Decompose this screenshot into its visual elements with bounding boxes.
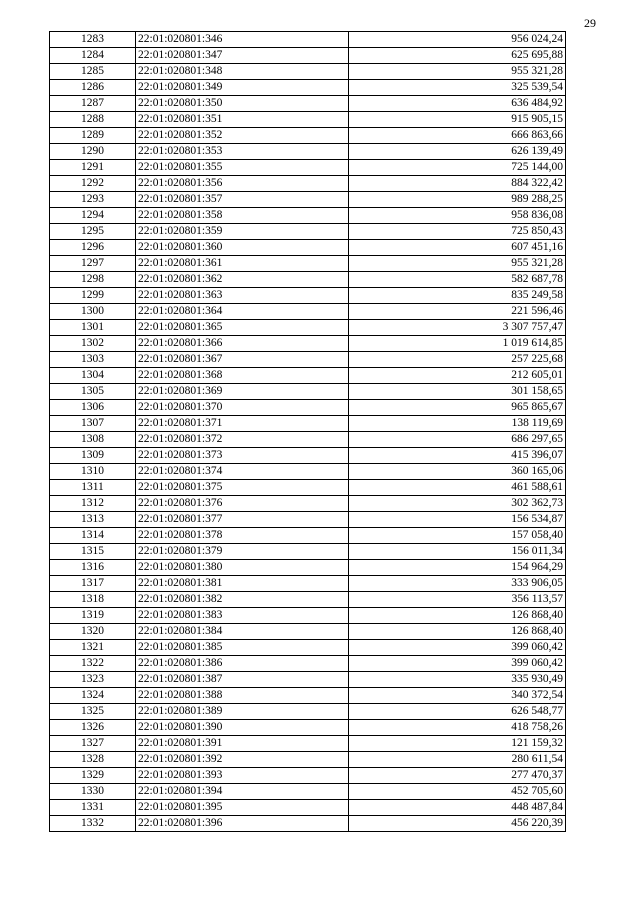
cadastral-value-cell: 626 548,77 [349, 704, 566, 720]
page-number: 29 [584, 16, 596, 30]
row-number-cell: 1304 [50, 368, 136, 384]
row-number-cell: 1283 [50, 32, 136, 48]
cadastral-value-cell: 325 539,54 [349, 80, 566, 96]
row-number-cell: 1302 [50, 336, 136, 352]
cadastral-value-cell: 335 930,49 [349, 672, 566, 688]
cadastral-value-cell: 157 058,40 [349, 528, 566, 544]
table-row [50, 192, 566, 208]
cadastral-number-cell: 22:01:020801:376 [136, 496, 349, 512]
row-number-cell: 1327 [50, 736, 136, 752]
row-number-cell: 1325 [50, 704, 136, 720]
row-number-cell: 1307 [50, 416, 136, 432]
cadastral-number-cell: 22:01:020801:349 [136, 80, 349, 96]
row-number-cell: 1288 [50, 112, 136, 128]
cadastral-value-cell: 686 297,65 [349, 432, 566, 448]
cadastral-number-cell: 22:01:020801:358 [136, 208, 349, 224]
cadastral-number-cell: 22:01:020801:388 [136, 688, 349, 704]
row-number-cell: 1311 [50, 480, 136, 496]
cadastral-number-cell: 22:01:020801:381 [136, 576, 349, 592]
row-number-cell: 1324 [50, 688, 136, 704]
row-number-cell: 1321 [50, 640, 136, 656]
table-row [50, 64, 566, 80]
cadastral-number-cell: 22:01:020801:384 [136, 624, 349, 640]
cadastral-value-cell: 340 372,54 [349, 688, 566, 704]
cadastral-value-cell: 415 396,07 [349, 448, 566, 464]
row-number-cell: 1319 [50, 608, 136, 624]
cadastral-value-cell: 636 484,92 [349, 96, 566, 112]
row-number-cell: 1330 [50, 784, 136, 800]
table-row [50, 480, 566, 496]
cadastral-number-cell: 22:01:020801:379 [136, 544, 349, 560]
row-number-cell: 1326 [50, 720, 136, 736]
cadastral-value-cell: 356 113,57 [349, 592, 566, 608]
row-number-cell: 1312 [50, 496, 136, 512]
cadastral-number-cell: 22:01:020801:369 [136, 384, 349, 400]
cadastral-number-cell: 22:01:020801:395 [136, 800, 349, 816]
cadastral-number-cell: 22:01:020801:365 [136, 320, 349, 336]
cadastral-number-cell: 22:01:020801:394 [136, 784, 349, 800]
cadastral-value-cell: 461 588,61 [349, 480, 566, 496]
cadastral-number-cell: 22:01:020801:370 [136, 400, 349, 416]
cadastral-value-cell: 725 144,00 [349, 160, 566, 176]
cadastral-value-cell: 835 249,58 [349, 288, 566, 304]
cadastral-number-cell: 22:01:020801:347 [136, 48, 349, 64]
cadastral-value-cell: 666 863,66 [349, 128, 566, 144]
table-row [50, 320, 566, 336]
table-row [50, 48, 566, 64]
cadastral-value-cell: 154 964,29 [349, 560, 566, 576]
cadastral-number-cell: 22:01:020801:356 [136, 176, 349, 192]
row-number-cell: 1318 [50, 592, 136, 608]
table-row [50, 256, 566, 272]
cadastral-value-cell: 302 362,73 [349, 496, 566, 512]
cadastral-number-cell: 22:01:020801:371 [136, 416, 349, 432]
cadastral-number-cell: 22:01:020801:374 [136, 464, 349, 480]
table-row [50, 560, 566, 576]
cadastral-number-cell: 22:01:020801:372 [136, 432, 349, 448]
cadastral-number-cell: 22:01:020801:367 [136, 352, 349, 368]
table-row [50, 400, 566, 416]
table-row [50, 608, 566, 624]
cadastral-value-cell: 956 024,24 [349, 32, 566, 48]
table-row [50, 144, 566, 160]
table-row [50, 464, 566, 480]
table-row [50, 656, 566, 672]
row-number-cell: 1294 [50, 208, 136, 224]
cadastral-number-cell: 22:01:020801:360 [136, 240, 349, 256]
table-row [50, 544, 566, 560]
table-row [50, 240, 566, 256]
cadastral-value-cell: 360 165,06 [349, 464, 566, 480]
table-row [50, 80, 566, 96]
cadastral-value-cell: 156 011,34 [349, 544, 566, 560]
cadastral-value-cell: 418 758,26 [349, 720, 566, 736]
cadastral-number-cell: 22:01:020801:383 [136, 608, 349, 624]
cadastral-value-cell: 138 119,69 [349, 416, 566, 432]
cadastral-number-cell: 22:01:020801:393 [136, 768, 349, 784]
table-row [50, 352, 566, 368]
cadastral-value-cell: 301 158,65 [349, 384, 566, 400]
row-number-cell: 1308 [50, 432, 136, 448]
table-row [50, 96, 566, 112]
table-row [50, 448, 566, 464]
cadastral-value-cell: 625 695,88 [349, 48, 566, 64]
row-number-cell: 1317 [50, 576, 136, 592]
row-number-cell: 1285 [50, 64, 136, 80]
cadastral-number-cell: 22:01:020801:375 [136, 480, 349, 496]
row-number-cell: 1329 [50, 768, 136, 784]
row-number-cell: 1290 [50, 144, 136, 160]
table-row [50, 368, 566, 384]
cadastral-number-cell: 22:01:020801:361 [136, 256, 349, 272]
row-number-cell: 1303 [50, 352, 136, 368]
table-row [50, 800, 566, 816]
row-number-cell: 1284 [50, 48, 136, 64]
cadastral-number-cell: 22:01:020801:382 [136, 592, 349, 608]
cadastral-number-cell: 22:01:020801:359 [136, 224, 349, 240]
cadastral-value-cell: 955 321,28 [349, 256, 566, 272]
cadastral-number-cell: 22:01:020801:353 [136, 144, 349, 160]
cadastral-value-cell: 333 906,05 [349, 576, 566, 592]
cadastral-number-cell: 22:01:020801:396 [136, 816, 349, 832]
row-number-cell: 1315 [50, 544, 136, 560]
row-number-cell: 1306 [50, 400, 136, 416]
cadastral-value-cell: 1 019 614,85 [349, 336, 566, 352]
table-row [50, 672, 566, 688]
cadastral-number-cell: 22:01:020801:366 [136, 336, 349, 352]
table-row [50, 816, 566, 832]
cadastral-value-cell: 399 060,42 [349, 640, 566, 656]
table-row [50, 592, 566, 608]
row-number-cell: 1328 [50, 752, 136, 768]
cadastral-number-cell: 22:01:020801:389 [136, 704, 349, 720]
row-number-cell: 1299 [50, 288, 136, 304]
table-row [50, 128, 566, 144]
table-row [50, 416, 566, 432]
cadastral-value-table [49, 31, 566, 832]
cadastral-value-cell: 958 836,08 [349, 208, 566, 224]
row-number-cell: 1297 [50, 256, 136, 272]
cadastral-number-cell: 22:01:020801:351 [136, 112, 349, 128]
table-row [50, 304, 566, 320]
table-row [50, 336, 566, 352]
table-row [50, 176, 566, 192]
cadastral-value-cell: 965 865,67 [349, 400, 566, 416]
row-number-cell: 1310 [50, 464, 136, 480]
table-row [50, 112, 566, 128]
table-row [50, 528, 566, 544]
cadastral-number-cell: 22:01:020801:377 [136, 512, 349, 528]
cadastral-number-cell: 22:01:020801:357 [136, 192, 349, 208]
row-number-cell: 1301 [50, 320, 136, 336]
table-row [50, 784, 566, 800]
cadastral-value-cell: 582 687,78 [349, 272, 566, 288]
cadastral-number-cell: 22:01:020801:387 [136, 672, 349, 688]
table-row [50, 32, 566, 48]
cadastral-number-cell: 22:01:020801:352 [136, 128, 349, 144]
cadastral-number-cell: 22:01:020801:362 [136, 272, 349, 288]
cadastral-number-cell: 22:01:020801:364 [136, 304, 349, 320]
table-row [50, 496, 566, 512]
cadastral-value-cell: 126 868,40 [349, 624, 566, 640]
cadastral-number-cell: 22:01:020801:390 [136, 720, 349, 736]
table-row [50, 288, 566, 304]
row-number-cell: 1323 [50, 672, 136, 688]
cadastral-value-cell: 121 159,32 [349, 736, 566, 752]
table-row [50, 208, 566, 224]
cadastral-value-cell: 884 322,42 [349, 176, 566, 192]
table-row [50, 512, 566, 528]
cadastral-value-cell: 989 288,25 [349, 192, 566, 208]
table-row [50, 432, 566, 448]
row-number-cell: 1300 [50, 304, 136, 320]
row-number-cell: 1313 [50, 512, 136, 528]
row-number-cell: 1305 [50, 384, 136, 400]
cadastral-number-cell: 22:01:020801:346 [136, 32, 349, 48]
cadastral-number-cell: 22:01:020801:385 [136, 640, 349, 656]
cadastral-value-cell: 212 605,01 [349, 368, 566, 384]
table-row [50, 224, 566, 240]
row-number-cell: 1295 [50, 224, 136, 240]
table-row [50, 704, 566, 720]
cadastral-value-cell: 257 225,68 [349, 352, 566, 368]
cadastral-value-cell: 448 487,84 [349, 800, 566, 816]
cadastral-value-cell: 607 451,16 [349, 240, 566, 256]
cadastral-number-cell: 22:01:020801:380 [136, 560, 349, 576]
row-number-cell: 1314 [50, 528, 136, 544]
cadastral-value-cell: 626 139,49 [349, 144, 566, 160]
cadastral-value-cell: 456 220,39 [349, 816, 566, 832]
row-number-cell: 1289 [50, 128, 136, 144]
table-row [50, 384, 566, 400]
table-row [50, 720, 566, 736]
table-row [50, 624, 566, 640]
row-number-cell: 1292 [50, 176, 136, 192]
cadastral-number-cell: 22:01:020801:363 [136, 288, 349, 304]
row-number-cell: 1322 [50, 656, 136, 672]
cadastral-number-cell: 22:01:020801:373 [136, 448, 349, 464]
cadastral-number-cell: 22:01:020801:378 [136, 528, 349, 544]
cadastral-value-cell: 725 850,43 [349, 224, 566, 240]
table-row [50, 640, 566, 656]
table-row [50, 768, 566, 784]
cadastral-value-cell: 126 868,40 [349, 608, 566, 624]
cadastral-number-cell: 22:01:020801:368 [136, 368, 349, 384]
cadastral-number-cell: 22:01:020801:386 [136, 656, 349, 672]
cadastral-value-cell: 3 307 757,47 [349, 320, 566, 336]
table-row [50, 272, 566, 288]
cadastral-value-cell: 915 905,15 [349, 112, 566, 128]
row-number-cell: 1286 [50, 80, 136, 96]
cadastral-value-cell: 399 060,42 [349, 656, 566, 672]
cadastral-value-cell: 277 470,37 [349, 768, 566, 784]
cadastral-number-cell: 22:01:020801:350 [136, 96, 349, 112]
cadastral-value-cell: 955 321,28 [349, 64, 566, 80]
table-row [50, 576, 566, 592]
row-number-cell: 1298 [50, 272, 136, 288]
cadastral-number-cell: 22:01:020801:348 [136, 64, 349, 80]
row-number-cell: 1291 [50, 160, 136, 176]
cadastral-number-cell: 22:01:020801:355 [136, 160, 349, 176]
cadastral-number-cell: 22:01:020801:391 [136, 736, 349, 752]
table-row [50, 752, 566, 768]
table-row [50, 736, 566, 752]
cadastral-value-cell: 156 534,87 [349, 512, 566, 528]
cadastral-value-cell: 221 596,46 [349, 304, 566, 320]
row-number-cell: 1309 [50, 448, 136, 464]
row-number-cell: 1331 [50, 800, 136, 816]
cadastral-value-cell: 452 705,60 [349, 784, 566, 800]
table-row [50, 160, 566, 176]
cadastral-value-cell: 280 611,54 [349, 752, 566, 768]
row-number-cell: 1316 [50, 560, 136, 576]
table-row [50, 688, 566, 704]
row-number-cell: 1293 [50, 192, 136, 208]
row-number-cell: 1287 [50, 96, 136, 112]
row-number-cell: 1320 [50, 624, 136, 640]
row-number-cell: 1332 [50, 816, 136, 832]
row-number-cell: 1296 [50, 240, 136, 256]
table-body [50, 32, 566, 832]
cadastral-number-cell: 22:01:020801:392 [136, 752, 349, 768]
